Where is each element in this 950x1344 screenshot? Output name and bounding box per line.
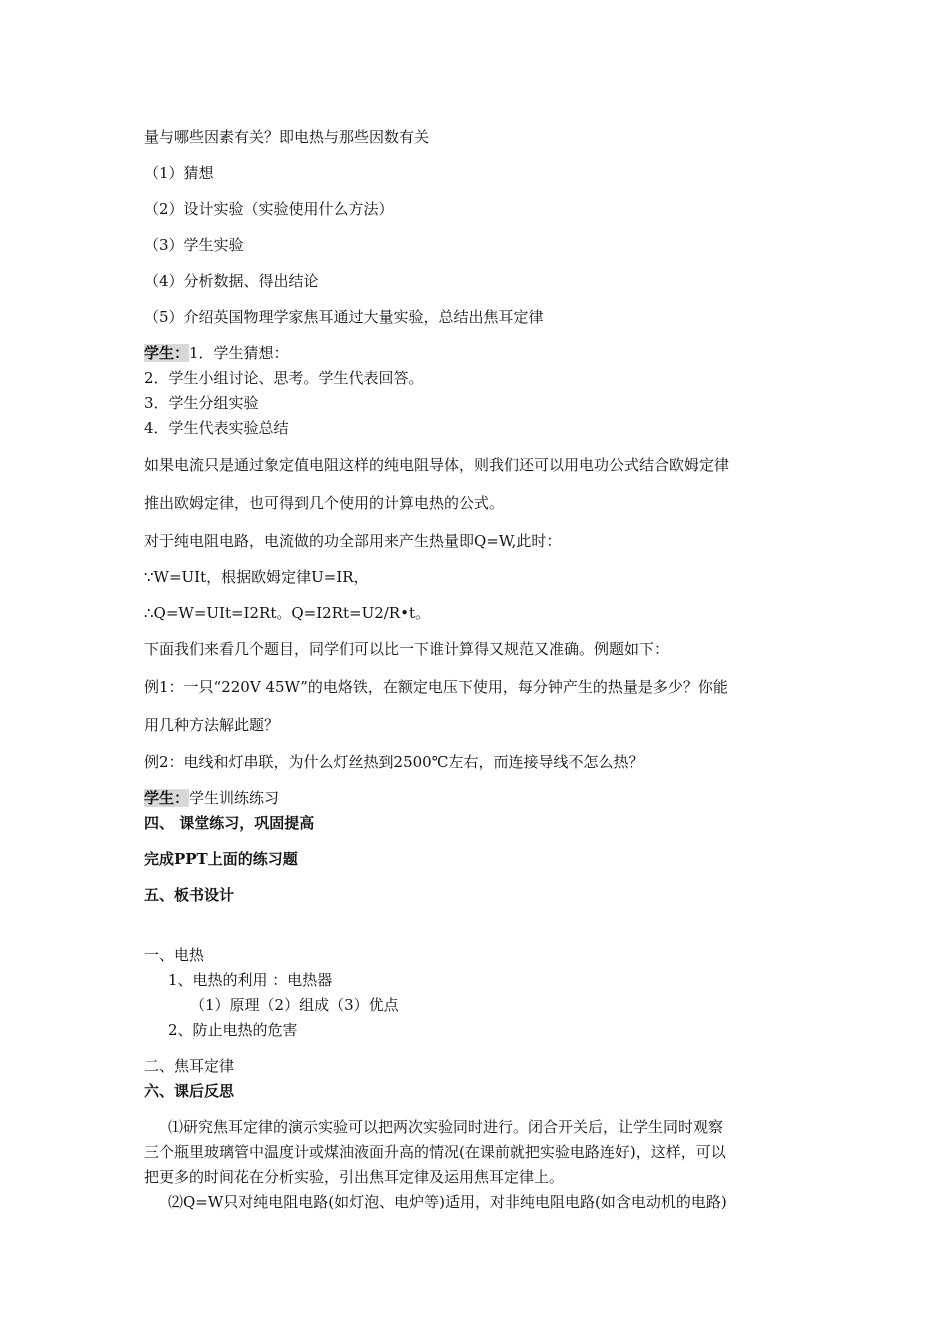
student-item: 3．学生分组实验 [144, 394, 259, 412]
section-heading: 四、 课堂练习，巩固提高 [144, 814, 315, 832]
board-subitem: （1）原理（2）组成（3）优点 [190, 996, 399, 1014]
paragraph-line: 如果电流只是通过象定值电阻这样的纯电阻导体，则我们还可以用电功公式结合欧姆定律 [144, 456, 730, 474]
student-line-2 [144, 788, 279, 808]
formula-line: ∴Q=W=UIt=I2Rt。Q=I2Rt=U2/R•t。 [144, 604, 430, 622]
student-text: 学生训练练习 [189, 789, 280, 807]
paragraph-line: 推出欧姆定律，也可得到几个使用的计算电热的公式。 [144, 494, 505, 512]
reflection-line: 把更多的时间花在分析实验，引出焦耳定律及运用焦耳定律上。 [144, 1168, 565, 1186]
paragraph-line: 下面我们来看几个题目，同学们可以比一下谁计算得又规范又准确。例题如下： [144, 640, 670, 658]
student-label: 学生： [144, 344, 190, 362]
example-line: 用几种方法解此题？ [144, 716, 280, 734]
section-heading: 六、课后反思 [144, 1082, 235, 1100]
board-item: 2、防止电热的危害 [168, 1021, 298, 1039]
section-heading: 五、板书设计 [144, 886, 235, 904]
board-item: 1、电热的利用 ：电热器 [168, 971, 333, 989]
reflection-line: ⑴研究焦耳定律的演示实验可以把两次实验同时进行。闭合开关后，让学生同时观察 [168, 1118, 724, 1136]
reflection-line: 三个瓶里玻璃管中温度计或煤油液面升高的情况(在课前就把实验电路连好)，这样，可以 [144, 1143, 726, 1161]
student-item: 4．学生代表实验总结 [144, 419, 289, 437]
student-label: 学生： [144, 789, 190, 807]
student-text: 1．学生猜想： [189, 344, 289, 362]
step-introduce: （5）介绍英国物理学家焦耳通过大量实验，总结出焦耳定律 [144, 308, 544, 326]
example-line: 例2：电线和灯串联，为什么灯丝热到2500℃左右，而连接导线不怎么热？ [144, 753, 644, 771]
student-item: 2．学生小组讨论、思考。学生代表回答。 [144, 369, 424, 387]
paragraph-line: 对于纯电阻电路，电流做的功全部用来产生热量即Q=W,此时： [144, 532, 562, 550]
section-text: 完成PPT上面的练习题 [144, 850, 298, 868]
step-guess: （1）猜想 [144, 164, 214, 182]
example-line: 例1：一只“220V 45W”的电烙铁，在额定电压下使用，每分钟产生的热量是多少？你能 [144, 678, 728, 696]
formula-line: ∵W=UIt，根据欧姆定律U=IR， [144, 568, 369, 586]
step-design: （2）设计实验（实验使用什么方法） [144, 200, 394, 218]
reflection-line: ⑵Q=W只对纯电阻电路(如灯泡、电炉等)适用，对非纯电阻电路(如含电动机的电路) [168, 1193, 727, 1211]
step-analyze: （4）分析数据、得出结论 [144, 272, 319, 290]
board-item: 一、电热 [144, 946, 205, 964]
paragraph-line: 量与哪些因素有关？即电热与那些因数有关 [144, 128, 430, 146]
student-line-1 [144, 343, 289, 363]
step-experiment: （3）学生实验 [144, 236, 244, 254]
board-item: 二、焦耳定律 [144, 1057, 235, 1075]
